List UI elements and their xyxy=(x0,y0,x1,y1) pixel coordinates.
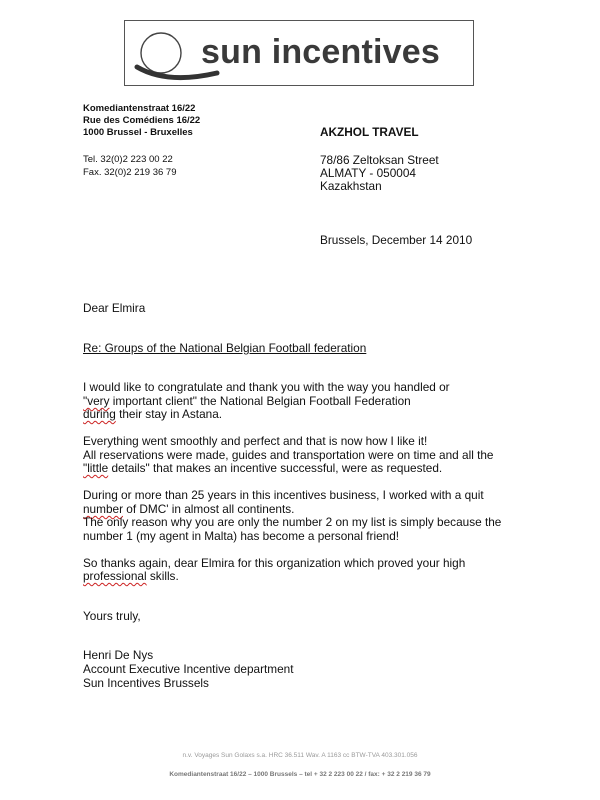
letter-date: Brussels, December 14 2010 xyxy=(320,233,473,247)
paragraph-4-line-2-text: skills. xyxy=(146,569,179,583)
footer-legal: n.v. Voyages Sun Golaxs s.a. HRC 36.511 Wav. A 1163 cc BTW-TVA 403.301.056 xyxy=(182,752,418,759)
spellcheck-word: number xyxy=(83,502,123,516)
paragraph-1-line-2 xyxy=(83,394,411,408)
sender-address-line1: Komediantenstraat 16/22 xyxy=(83,103,196,114)
salutation: Dear Elmira xyxy=(83,301,146,315)
paragraph-2-line-3-text: details" that makes an incentive successful, were as requested. xyxy=(108,461,443,475)
signature-company: Sun Incentives Brussels xyxy=(83,676,209,690)
paragraph-2-line-3 xyxy=(83,461,442,475)
paragraph-4-line-2 xyxy=(83,569,179,583)
paragraph-1-line-2-text: important client" the National Belgian Football Federation xyxy=(109,394,411,408)
company-logo xyxy=(124,20,474,86)
sender-address-line3: 1000 Brussel - Bruxelles xyxy=(83,127,193,138)
paragraph-1-line-3 xyxy=(83,407,222,421)
paragraph-1-line-3-text: their stay in Astana. xyxy=(115,407,223,421)
footer-contact: Komediantenstraat 16/22 – 1000 Brussels – tel + 32 2 223 00 22 / fax: + 32 2 219 36 79 xyxy=(169,771,431,778)
logo-text: sun incentives xyxy=(201,33,440,71)
paragraph-3-line-4: number 1 (my agent in Malta) has become a personal friend! xyxy=(83,529,400,543)
recipient-country: Kazakhstan xyxy=(320,179,382,193)
paragraph-2-line-2: All reservations were made, guides and transportation were on time and all the xyxy=(83,448,494,462)
signature-title: Account Executive Incentive department xyxy=(83,662,294,676)
paragraph-3-line-1: During or more than 25 years in this incentives business, I worked with a quit xyxy=(83,488,484,502)
sender-tel: Tel. 32(0)2 223 00 22 xyxy=(83,154,173,165)
recipient-city: ALMATY - 050004 xyxy=(320,166,416,180)
recipient-street: 78/86 Zeltoksan Street xyxy=(320,153,439,167)
paragraph-4-line-1: So thanks again, dear Elmira for this organization which proved your high xyxy=(83,556,466,570)
sender-fax: Fax. 32(0)2 219 36 79 xyxy=(83,167,177,178)
paragraph-1-line-1: I would like to congratulate and thank you with the way you handled or xyxy=(83,380,450,394)
spellcheck-word: during xyxy=(83,407,116,421)
signature-name: Henri De Nys xyxy=(83,648,154,662)
paragraph-3-line-2-text: of DMC' in almost all continents. xyxy=(123,502,295,516)
sender-address-line2: Rue des Comédiens 16/22 xyxy=(83,115,201,126)
subject-line: Re: Groups of the National Belgian Football federation xyxy=(83,341,367,355)
spellcheck-word: professional xyxy=(83,569,147,583)
spellcheck-word: "very xyxy=(83,394,110,408)
closing: Yours truly, xyxy=(83,609,141,623)
spellcheck-word: "little xyxy=(83,461,109,475)
paragraph-2-line-1: Everything went smoothly and perfect and that is now how I like it! xyxy=(83,434,428,448)
recipient-company: AKZHOL TRAVEL xyxy=(320,125,419,139)
paragraph-3-line-2 xyxy=(83,502,294,516)
paragraph-3-line-3: The only reason why you are only the number 2 on my list is simply because the xyxy=(83,515,502,529)
